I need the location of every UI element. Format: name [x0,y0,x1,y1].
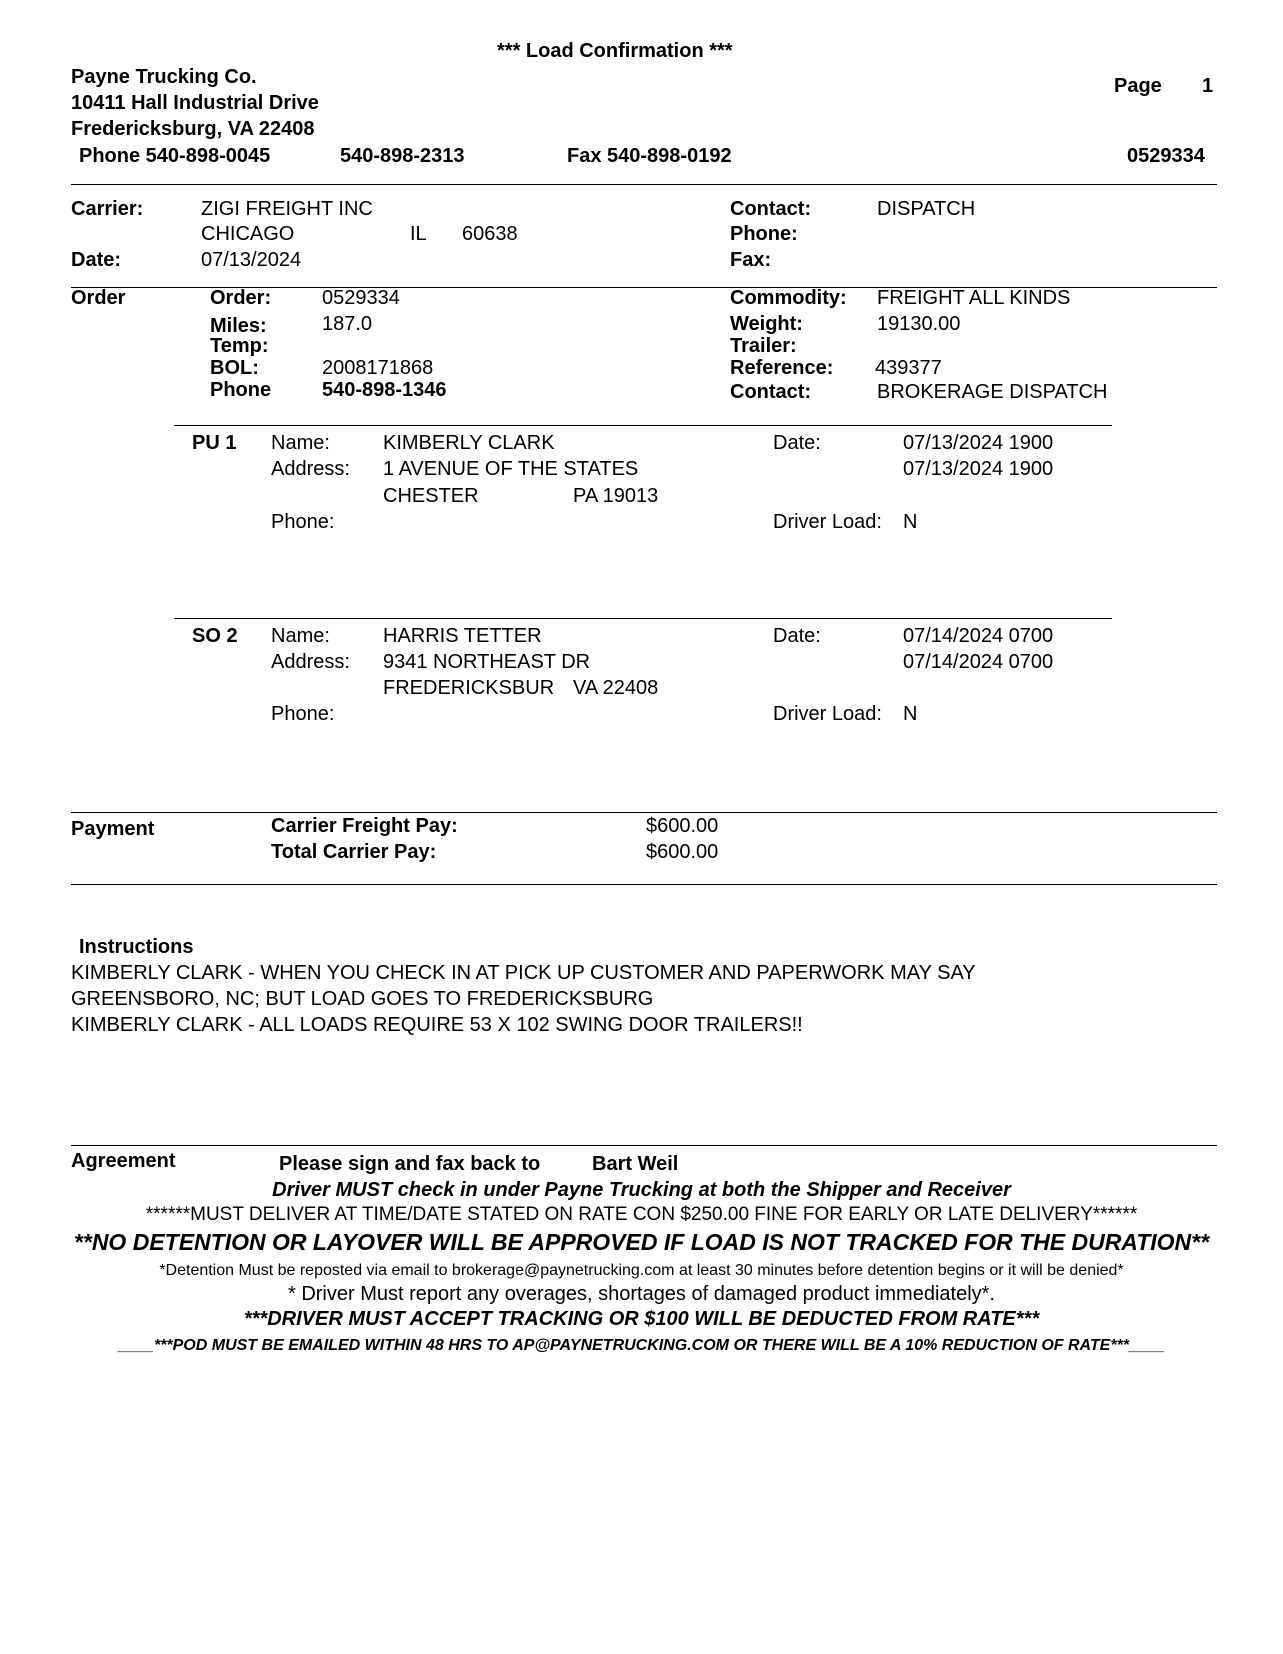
agreement-line: ***DRIVER MUST ACCEPT TRACKING OR $100 WILL BE DEDUCTED FROM RATE*** [243,1308,1040,1330]
divider [174,618,1112,619]
divider [71,1145,1217,1146]
company-address-line1: 10411 Hall Industrial Drive [71,92,319,114]
company-phone: Phone 540-898-0045 [79,145,271,167]
stop-date-2: 07/14/2024 0700 [903,651,1054,673]
agreement-line: **NO DETENTION OR LAYOVER WILL BE APPROVED IF LOAD IS NOT TRACKED FOR THE DURATION** [73,1229,1210,1255]
stop-code: SO 2 [192,625,238,647]
weight-label: Weight: [730,313,803,335]
carrier-zip: 60638 [462,223,518,245]
miles-value: 187.0 [322,313,373,335]
order-number: 0529334 [322,287,400,309]
carrier-fax-label: Fax: [730,249,772,271]
divider [174,425,1112,426]
commodity-label: Commodity: [730,287,847,309]
bol-value: 2008171868 [322,357,434,379]
carrier-name: ZIGI FREIGHT INC [201,198,373,220]
page-label: Page [1114,75,1162,97]
driver-load-label: Driver Load: [773,511,882,533]
stop-state-zip: PA 19013 [573,485,659,507]
agreement-line: ____***POD MUST BE EMAILED WITHIN 48 HRS TO AP@PAYNETRUCKING.COM OR THERE WILL BE A 10% REDUCTION OF RATE***____ [118,1337,1165,1354]
agreement-line: Driver MUST check in under Payne Trucking at both the Shipper and Receiver [272,1179,1011,1201]
company-name: Payne Trucking Co. [71,66,257,88]
agreement-line: *Detention Must be reposted via email to brokerage@paynetrucking.com at least 30 minutes before detention begins or it will be denied* [159,1262,1124,1279]
carrier-label: Carrier: [71,198,144,220]
stop-date-label: Date: [773,625,821,647]
document-title: *** Load Confirmation *** [497,40,733,62]
carrier-date-label: Date: [71,249,122,271]
stop-date-1: 07/14/2024 0700 [903,625,1054,647]
total-pay-label: Total Carrier Pay: [271,841,437,863]
carrier-city: CHICAGO [201,223,295,245]
order-phone-label: Phone [210,379,272,401]
company-address-line2: Fredericksburg, VA 22408 [71,118,315,140]
carrier-phone-label: Phone: [730,223,798,245]
total-pay-value: $600.00 [646,841,719,863]
carrier-state: IL [410,223,427,245]
stop-name: KIMBERLY CLARK [383,432,555,454]
reference-value: 439377 [875,357,942,379]
stop-address: 1 AVENUE OF THE STATES [383,458,639,480]
stop-code: PU 1 [192,432,237,454]
company-phone-2: 540-898-2313 [340,145,465,167]
stop-name-label: Name: [271,625,330,647]
carrier-date: 07/13/2024 [201,249,302,271]
agreement-label: Agreement [71,1150,176,1172]
driver-load-value: N [903,703,918,725]
carrier-contact-label: Contact: [730,198,812,220]
stop-state-zip: VA 22408 [573,677,659,699]
reference-label: Reference: [730,357,834,379]
company-fax: Fax 540-898-0192 [567,145,732,167]
stop-address-label: Address: [271,651,350,673]
stop-date-2: 07/13/2024 1900 [903,458,1054,480]
order-section-label: Order [71,287,126,309]
instructions-label: Instructions [79,936,194,958]
stop-address: 9341 NORTHEAST DR [383,651,591,673]
divider [71,884,1217,885]
header-order-number: 0529334 [1127,145,1205,167]
order-label: Order: [210,287,272,309]
stop-date-1: 07/13/2024 1900 [903,432,1054,454]
weight-value: 19130.00 [877,313,961,335]
stop-phone-label: Phone: [271,511,335,533]
agreement-line: * Driver Must report any overages, shortages of damaged product immediately*. [287,1283,995,1305]
payment-label: Payment [71,818,155,840]
instructions-line: KIMBERLY CLARK - ALL LOADS REQUIRE 53 X 102 SWING DOOR TRAILERS!! [71,1014,803,1036]
carrier-contact: DISPATCH [877,198,976,220]
temp-label: Temp: [210,335,269,357]
stop-city: FREDERICKSBUR [383,677,555,699]
order-contact: BROKERAGE DISPATCH [877,381,1108,403]
miles-label: Miles: [210,315,267,337]
divider [71,184,1217,185]
freight-pay-label: Carrier Freight Pay: [271,815,458,837]
freight-pay-value: $600.00 [646,815,719,837]
stop-name: HARRIS TETTER [383,625,542,647]
driver-load-label: Driver Load: [773,703,882,725]
commodity-value: FREIGHT ALL KINDS [877,287,1071,309]
instructions-line: KIMBERLY CLARK - WHEN YOU CHECK IN AT PICK UP CUSTOMER AND PAPERWORK MAY SAY [71,962,976,984]
bol-label: BOL: [210,357,259,379]
order-phone: 540-898-1346 [322,379,447,401]
divider [71,812,1217,813]
sign-instruction: Please sign and fax back to [279,1153,541,1175]
order-contact-label: Contact: [730,381,812,403]
agreement-line: ******MUST DELIVER AT TIME/DATE STATED ON RATE CON $250.00 FINE FOR EARLY OR LATE DELIVERY****** [145,1204,1138,1225]
stop-phone-label: Phone: [271,703,335,725]
stop-name-label: Name: [271,432,330,454]
page-number: 1 [1202,75,1214,97]
trailer-label: Trailer: [730,335,797,357]
stop-city: CHESTER [383,485,479,507]
stop-date-label: Date: [773,432,821,454]
instructions-line: GREENSBORO, NC; BUT LOAD GOES TO FREDERICKSBURG [71,988,654,1010]
sign-name: Bart Weil [592,1153,679,1175]
stop-address-label: Address: [271,458,350,480]
driver-load-value: N [903,511,918,533]
